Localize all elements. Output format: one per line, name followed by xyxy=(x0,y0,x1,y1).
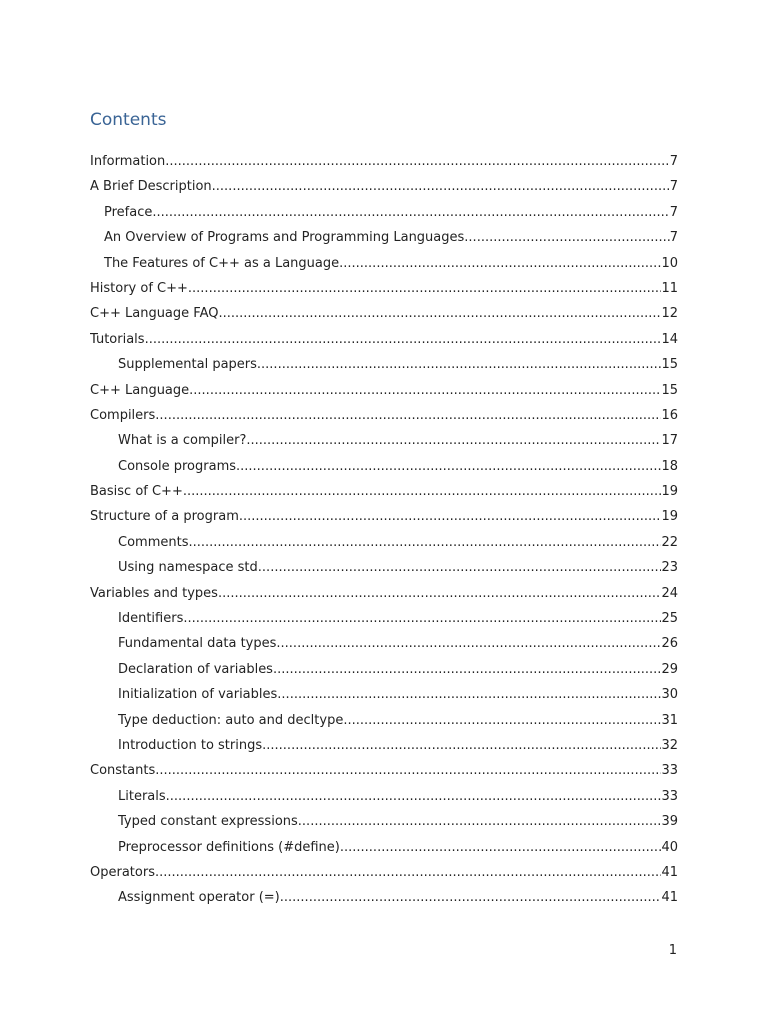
toc-dot-leader xyxy=(145,327,662,352)
toc-dot-leader xyxy=(189,378,661,403)
toc-dot-leader xyxy=(280,885,662,910)
toc-entry-page: 40 xyxy=(661,839,678,855)
toc-dot-leader xyxy=(262,733,661,758)
toc-entry-title: Type deduction: auto and decltype xyxy=(118,712,344,728)
toc-dot-leader xyxy=(183,606,661,631)
toc-entry-page: 19 xyxy=(661,509,678,525)
toc-dot-leader xyxy=(298,809,662,834)
toc-dot-leader xyxy=(246,428,661,453)
toc-entry[interactable] xyxy=(90,504,678,529)
toc-dot-leader xyxy=(258,555,662,580)
toc-entry-page: 7 xyxy=(669,230,678,246)
toc-dot-leader xyxy=(152,200,669,225)
toc-entry-title: Structure of a program xyxy=(90,509,239,525)
toc-entry-page: 18 xyxy=(661,458,678,474)
toc-entry[interactable] xyxy=(90,555,678,580)
toc-entry-title: Information xyxy=(90,154,166,169)
toc-entry-page: 23 xyxy=(661,560,678,576)
toc-entry-title: Constants xyxy=(90,763,156,779)
toc-entry-page: 17 xyxy=(661,433,678,449)
toc-entry[interactable] xyxy=(90,378,678,403)
toc-entry-page: 30 xyxy=(661,687,678,703)
toc-entry-title: Variables and types xyxy=(90,585,218,601)
toc-entry-title: The Features of C++ as a Language xyxy=(104,255,340,271)
toc-entry-title: Operators xyxy=(90,864,155,880)
toc-entry-title: Basisc of C++ xyxy=(90,484,183,500)
toc-entry[interactable] xyxy=(90,606,678,631)
toc-dot-leader xyxy=(273,657,661,682)
toc-entry[interactable] xyxy=(90,174,678,199)
toc-dot-leader xyxy=(236,454,661,479)
toc-entry-page: 29 xyxy=(661,661,678,677)
toc-entry-title: Preprocessor definitions (#define) xyxy=(118,839,340,855)
toc-dot-leader xyxy=(464,225,669,250)
toc-entry-title: Compilers xyxy=(90,407,156,423)
toc-entry-page: 24 xyxy=(661,585,678,601)
toc-entry-page: 41 xyxy=(661,890,678,906)
toc-entry-title: Typed constant expressions xyxy=(118,814,298,830)
toc-dot-leader xyxy=(188,276,662,301)
toc-entry-page: 7 xyxy=(669,179,678,195)
toc-entry[interactable] xyxy=(90,428,678,453)
toc-entry-page: 10 xyxy=(661,255,678,271)
toc-entry-page: 31 xyxy=(661,712,678,728)
toc-entry-title: Identifiers xyxy=(118,611,184,627)
toc-entry-page: 22 xyxy=(661,534,678,550)
toc-entry[interactable] xyxy=(90,835,678,860)
toc-entry[interactable] xyxy=(90,733,678,758)
toc-dot-leader xyxy=(343,708,661,733)
toc-entry-title: Introduction to strings xyxy=(118,737,263,753)
toc-entry-title: A Brief Description xyxy=(90,179,212,195)
toc-dot-leader xyxy=(218,581,662,606)
toc-entry-page: 41 xyxy=(661,864,678,880)
toc-entry-page: 33 xyxy=(661,763,678,779)
toc-entry[interactable] xyxy=(90,885,678,910)
toc-dot-leader xyxy=(166,784,662,809)
toc-entry-title: Using namespace std xyxy=(118,560,258,576)
toc-entry-page: 16 xyxy=(661,407,678,423)
toc-entry-page: 25 xyxy=(661,611,678,627)
toc-entry[interactable] xyxy=(90,403,678,428)
toc-entry[interactable] xyxy=(90,225,678,250)
toc-entry-title: History of C++ xyxy=(90,280,188,296)
toc-entry[interactable] xyxy=(90,581,678,606)
toc-entry-page: 39 xyxy=(661,814,678,830)
toc-entry-title: C++ Language xyxy=(90,382,190,398)
toc-entry[interactable] xyxy=(90,454,678,479)
toc-entry[interactable] xyxy=(90,479,678,504)
toc-dot-leader xyxy=(155,860,661,885)
toc-dot-leader xyxy=(339,251,661,276)
toc-entry-title: What is a compiler? xyxy=(118,433,247,449)
toc-dot-leader xyxy=(183,479,662,504)
toc-entry-title: C++ Language FAQ xyxy=(90,306,219,322)
page-number: 1 xyxy=(668,943,677,958)
toc-dot-leader xyxy=(155,758,661,783)
toc-dot-leader xyxy=(239,504,662,529)
table-of-contents xyxy=(90,149,678,911)
toc-entry-title: Preface xyxy=(104,204,153,220)
toc-entry-title: Fundamental data types xyxy=(118,636,277,652)
toc-entry-title: Console programs xyxy=(118,458,237,474)
toc-entry-page: 33 xyxy=(661,788,678,804)
toc-entry-page: 15 xyxy=(661,357,678,373)
toc-entry[interactable] xyxy=(90,784,678,809)
toc-entry-title: Assignment operator (=) xyxy=(118,890,280,906)
toc-entry[interactable] xyxy=(90,200,678,225)
toc-entry-page: 32 xyxy=(661,737,678,753)
toc-entry[interactable] xyxy=(90,682,678,707)
toc-entry[interactable] xyxy=(90,860,678,885)
toc-entry-page: 26 xyxy=(661,636,678,652)
toc-dot-leader xyxy=(165,149,669,174)
toc-entry-title: Declaration of variables xyxy=(118,661,273,677)
toc-entry-page: 11 xyxy=(661,280,678,296)
toc-entry-title: Comments xyxy=(118,534,189,550)
toc-heading: Contents xyxy=(90,110,167,130)
toc-dot-leader xyxy=(188,530,661,555)
toc-entry-title: Tutorials xyxy=(90,331,145,347)
toc-dot-leader xyxy=(212,174,670,199)
toc-dot-leader xyxy=(155,403,661,428)
toc-entry-title: An Overview of Programs and Programming Languages xyxy=(104,230,465,246)
toc-entry-page: 7 xyxy=(669,154,678,169)
toc-entry-title: Literals xyxy=(118,788,166,804)
toc-entry[interactable] xyxy=(90,657,678,682)
toc-entry[interactable] xyxy=(90,251,678,276)
toc-entry-title: Initialization of variables xyxy=(118,687,278,703)
toc-entry[interactable] xyxy=(90,708,678,733)
toc-entry[interactable] xyxy=(90,809,678,834)
toc-dot-leader xyxy=(218,301,661,326)
toc-dot-leader xyxy=(257,352,662,377)
toc-entry[interactable] xyxy=(90,149,678,174)
toc-entry-page: 12 xyxy=(661,306,678,322)
toc-entry-page: 19 xyxy=(661,484,678,500)
toc-entry[interactable] xyxy=(90,631,678,656)
toc-entry[interactable] xyxy=(90,327,678,352)
toc-entry-title: Supplemental papers xyxy=(118,357,257,373)
toc-dot-leader xyxy=(276,631,661,656)
toc-entry[interactable] xyxy=(90,758,678,783)
toc-entry[interactable] xyxy=(90,530,678,555)
toc-entry[interactable] xyxy=(90,352,678,377)
toc-entry-page: 14 xyxy=(661,331,678,347)
toc-entry-page: 15 xyxy=(661,382,678,398)
toc-entry[interactable] xyxy=(90,301,678,326)
toc-entry[interactable] xyxy=(90,276,678,301)
toc-dot-leader xyxy=(340,835,662,860)
toc-dot-leader xyxy=(277,682,661,707)
toc-entry-page: 7 xyxy=(669,204,678,220)
